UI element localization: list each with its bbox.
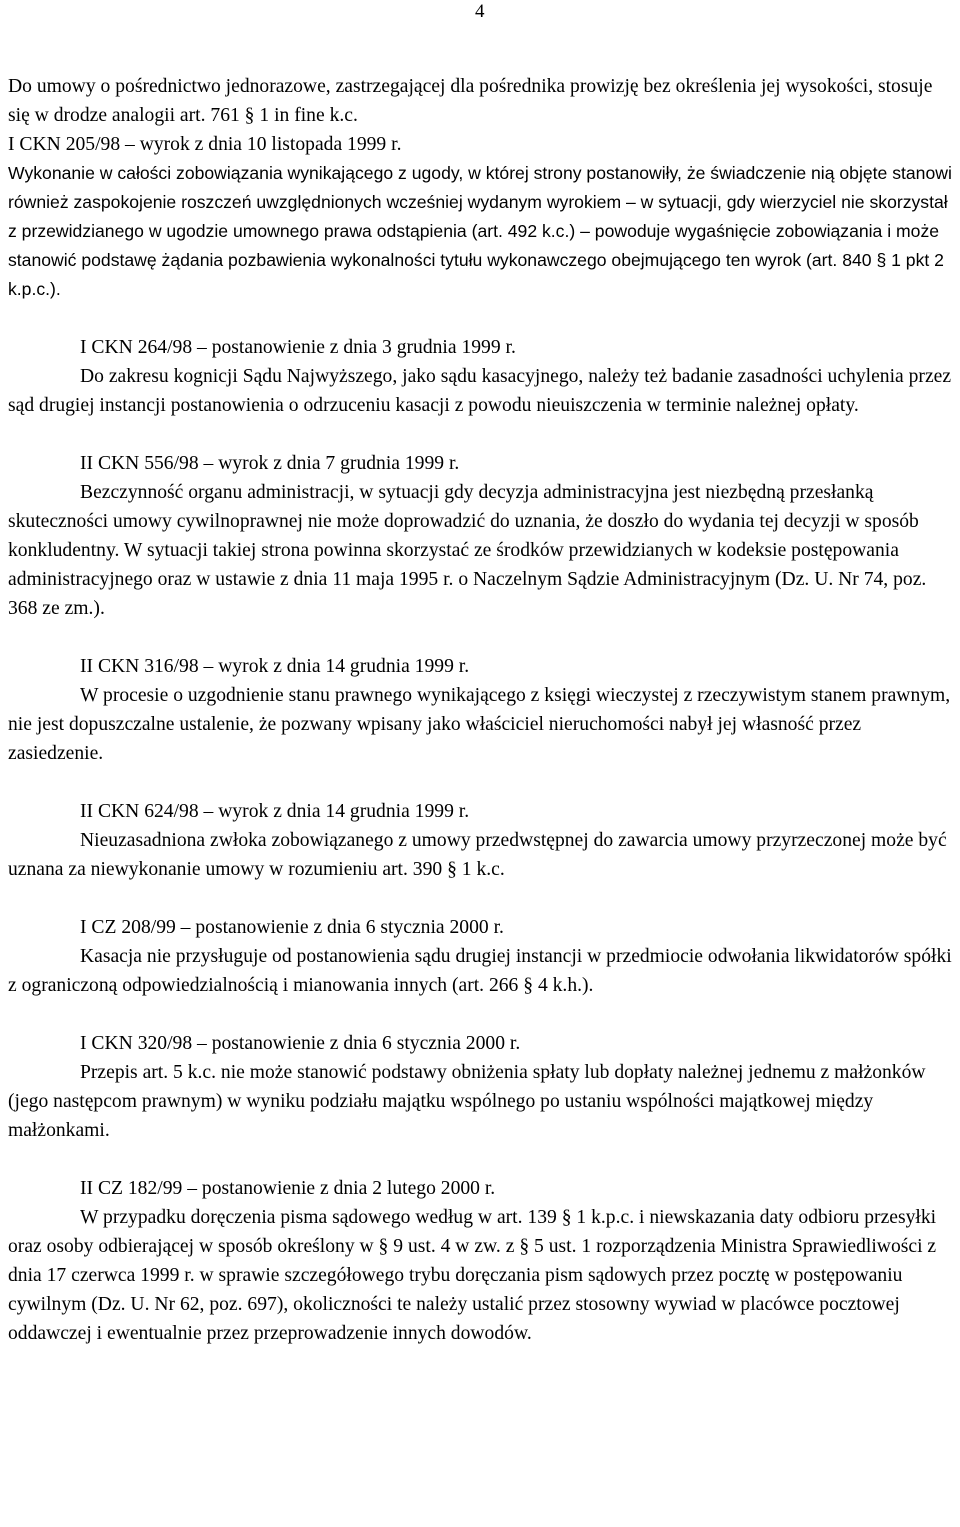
entry	[8, 333, 954, 420]
case-thesis: Nieuzasadniona zwłoka zobowiązanego z umowy przedwstępnej do zawarcia umowy przyrzeczonej może być uznana za niewykonanie umowy w rozumieniu art. 390 § 1 k.c.	[8, 830, 947, 880]
spacer	[8, 1145, 954, 1174]
spacer	[8, 1000, 954, 1029]
page-number: 4	[475, 1, 485, 22]
entry	[8, 449, 954, 623]
case-thesis: W przypadku doręczenia pisma sądowego według w art. 139 § 1 k.p.c. i niewskazania daty odbioru przesyłki oraz osoby odbierającej w sposób określony w § 9 ust. 4 w zw. z § 5 ust. 1 rozporządzenia Ministra Sprawiedliwości z dnia 17 czerwca 1999 r. w sprawie szczegółowego trybu doręczania pism sądowych przez pocztę w postępowaniu cywilnym (Dz. U. Nr 62, poz. 697), okoliczności te należy ustalić przez stosowny wywiad w placówce pocztowej oddawczej i ewentualnie przez przeprowadzenie innych dowodów.	[8, 1207, 937, 1344]
case-thesis: Do zakresu kognicji Sądu Najwyższego, jako sądu kasacyjnego, należy też badanie zasadności uchylenia przez sąd drugiej instancji postanowienia o odrzuceniu kasacji z powodu nieuiszczenia w terminie należnej opłaty.	[8, 366, 952, 416]
case-signature: I CKN 320/98 – postanowienie z dnia 6 stycznia 2000 r.	[80, 1033, 521, 1054]
spacer	[8, 623, 954, 652]
spacer	[8, 420, 954, 449]
case-signature: I CKN 264/98 – postanowienie z dnia 3 grudnia 1999 r.	[80, 337, 516, 358]
case-signature: II CKN 316/98 – wyrok z dnia 14 grudnia 1999 r.	[80, 656, 470, 677]
case-thesis: Bezczynność organu administracji, w sytuacji gdy decyzja administracyjna jest niezbędną przesłanką skuteczności umowy cywilnoprawnej nie może doprowadzić do uznania, że doszło do wydania tej decyzji w sposób konkludentny. W sytuacji takiej strona powinna skorzystać ze środków przewidzianych w kodeksie postępowania administracyjnego oraz w ustawie z dnia 11 maja 1995 r. o Naczelnym Sądzie Administracyjnym (Dz. U. Nr 74, poz. 368 ze zm.).	[8, 482, 927, 619]
case-thesis: Kasacja nie przysługuje od postanowienia sądu drugiej instancji w przedmiocie odwołania likwidatorów spółki z ograniczoną odpowiedzialnością i mianowania innych (art. 266 § 4 k.h.).	[8, 946, 952, 996]
spacer	[8, 884, 954, 913]
entry	[8, 913, 954, 1000]
case-thesis: Przepis art. 5 k.c. nie może stanowić podstawy obniżenia spłaty lub dopłaty należnej jednemu z małżonków (jego następcom prawnym) w wyniku podziału majątku wspólnego po ustaniu wspólności majątkowej między małżonkami.	[8, 1062, 926, 1141]
spacer	[8, 304, 954, 333]
intro-paragraph: Do umowy o pośrednictwo jednorazowe, zastrzegającej dla pośrednika prowizję bez określenia jej wysokości, stosuje się w drodze analogii art. 761 § 1 in fine k.c.	[8, 76, 933, 126]
case-thesis: W procesie o uzgodnienie stanu prawnego wynikającego z księgi wieczystej z rzeczywistym stanem prawnym, nie jest dopuszczalne ustalenie, że pozwany wpisany jako właściciel nieruchomości nabył jej własność przez zasiedzenie.	[8, 685, 951, 764]
case-thesis: Wykonanie w całości zobowiązania wynikającego z ugody, w której strony postanowiły, że świadczenie nią objęte stanowi również zaspokojenie roszczeń uwzględnionych wcześniej wydanym wyrokiem – w sytuacji, gdy wierzyciel nie skorzystał z przewidzianego w ugodzie umownego prawa odstąpienia (art. 492 k.c.) – powoduje wygaśnięcie zobowiązania i może stanowić podstawę żądania pozbawienia wykonalności tytułu wykonawczego obejmującego ten wyrok (art. 840 § 1 pkt 2 k.p.c.).	[8, 163, 952, 299]
case-signature: II CKN 624/98 – wyrok z dnia 14 grudnia 1999 r.	[80, 801, 470, 822]
case-signature: I CKN 205/98 – wyrok z dnia 10 listopada 1999 r.	[8, 134, 402, 155]
entry	[8, 1029, 954, 1145]
entry	[8, 1174, 954, 1348]
spacer	[8, 768, 954, 797]
case-signature: I CZ 208/99 – postanowienie z dnia 6 stycznia 2000 r.	[80, 917, 504, 938]
case-signature: II CZ 182/99 – postanowienie z dnia 2 lutego 2000 r.	[80, 1178, 496, 1199]
entry	[8, 797, 954, 884]
document-body	[8, 72, 954, 1348]
entry	[8, 652, 954, 768]
case-signature: II CKN 556/98 – wyrok z dnia 7 grudnia 1999 r.	[80, 453, 460, 474]
entry	[8, 130, 954, 304]
